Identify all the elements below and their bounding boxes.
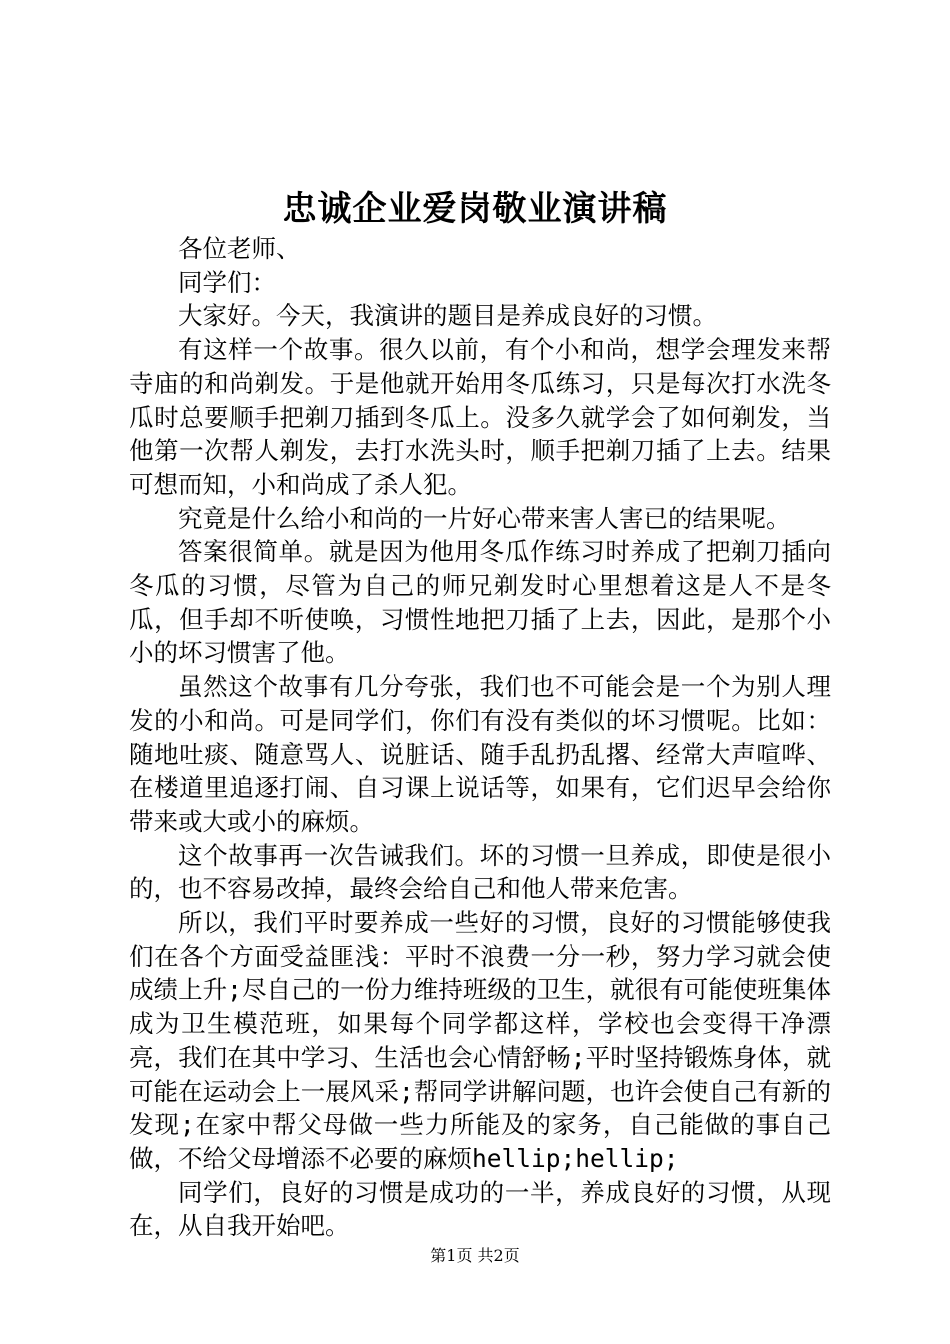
paragraph-conclusion: 同学们，良好的习惯是成功的一半，养成良好的习惯，从现在，从自我开始吧。 <box>129 1177 831 1241</box>
document-body <box>129 232 831 1243</box>
salutation-students: 同学们： <box>178 267 276 297</box>
paragraph-warning: 这个故事再一次告诫我们。坏的习惯一旦养成，即使是很小的，也不容易改掉，最终会给自己和他人带来危害。 <box>129 840 831 904</box>
paragraph-good-habits: 所以，我们平时要养成一些好的习惯，良好的习惯能够使我们在各个方面受益匪浅：平时不浪费一分一秒，努力学习就会使成绩上升;尽自己的一份力维持班级的卫生，就很有可能使班集体成为卫生模范班，如果每个同学都这样，学校也会变得干净漂亮，我们在其中学习、生活也会心情舒畅;平时坚持锻炼身体，就可能在运动会上一展风采;帮同学讲解问题，也许会使自己有新的发现;在家中帮父母做一些力所能及的家务，自己能做的事自己做，不给父母增添不必要的麻烦hellip;hellip; <box>129 908 831 1173</box>
salutation-teachers: 各位老师、 <box>178 234 301 263</box>
paragraph-bad-habits: 虽然这个故事有几分夸张，我们也不可能会是一个为别人理发的小和尚。可是同学们，你们有没有类似的坏习惯呢。比如：随地吐痰、随意骂人、说脏话、随手乱扔乱撂、经常大声喧哗、在楼道里追逐打闹、自习课上说话等，如果有，它们迟早会给你带来或大或小的麻烦。 <box>129 672 831 836</box>
page-footer: 第1页 共2页 <box>430 1246 520 1265</box>
paragraph-question: 究竟是什么给小和尚的一片好心带来害人害已的结果呢。 <box>178 503 791 533</box>
document-title: 忠诚企业爱岗敬业演讲稿 <box>282 189 668 229</box>
paragraph-story: 有这样一个故事。很久以前，有个小和尚，想学会理发来帮寺庙的和尚剃发。于是他就开始用冬瓜练习，只是每次打水洗冬瓜时总要顺手把剃刀插到冬瓜上。没多久就学会了如何剃发，当他第一次帮人剃发，去打水洗头时，顺手把剃刀插了上去。结果可想而知，小和尚成了杀人犯。 <box>129 335 831 499</box>
paragraph-greeting: 大家好。今天，我演讲的题目是养成良好的习惯。 <box>178 301 717 331</box>
paragraph-answer: 答案很简单。就是因为他用冬瓜作练习时养成了把剃刀插向冬瓜的习惯，尽管为自己的师兄剃发时心里想着这是人不是冬瓜，但手却不听使唤，习惯性地把刀插了上去，因此，是那个小小的坏习惯害了他。 <box>129 537 831 668</box>
